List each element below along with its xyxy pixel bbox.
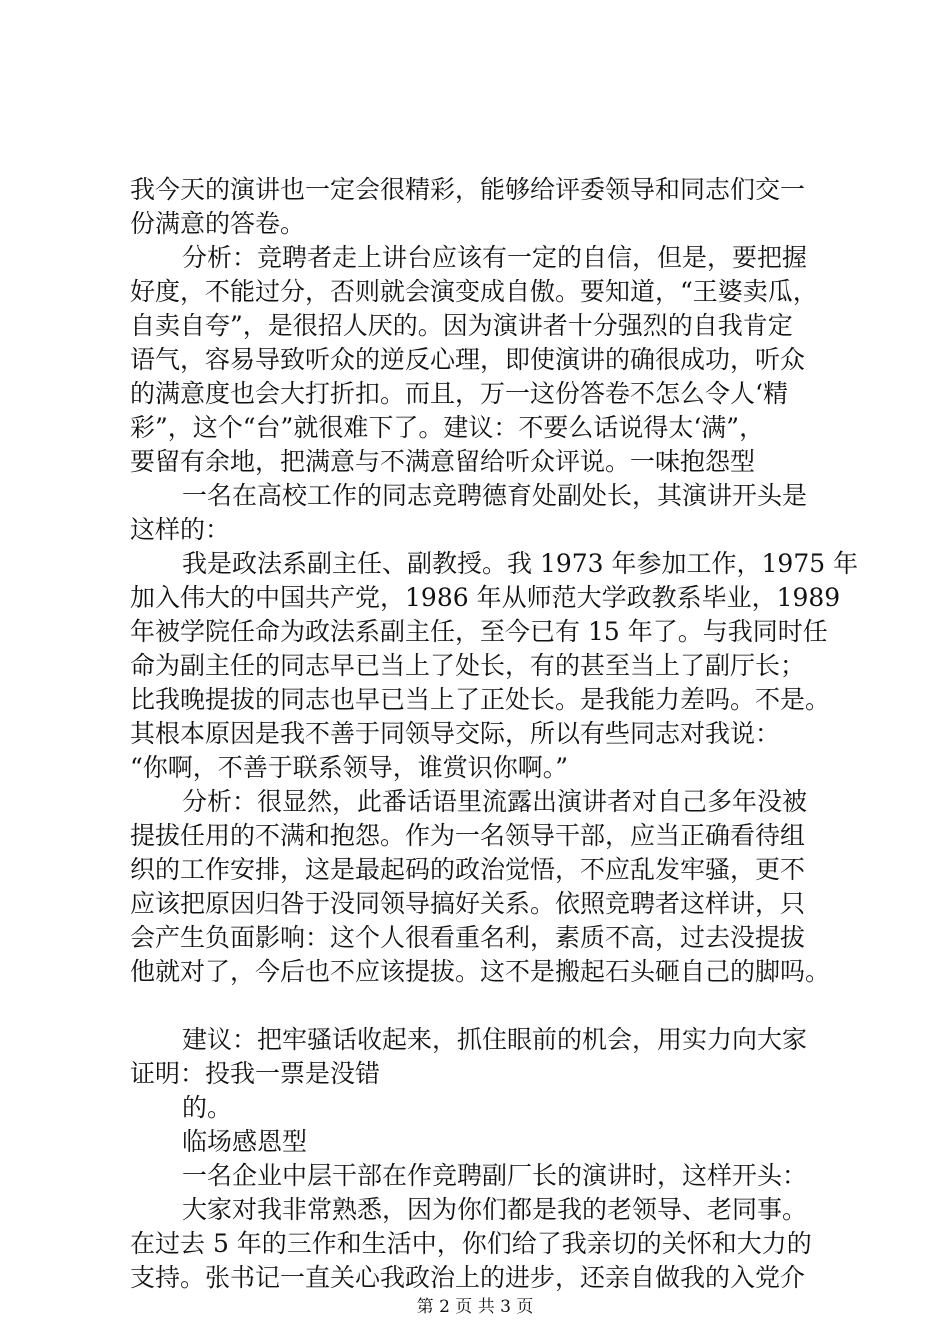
text-line: 加入伟大的中国共产党，1986 年从师范大学政教系毕业，1989 <box>130 583 841 612</box>
text-line: 应该把原因归咎于没同领导搞好关系。依照竞聘者这样讲，只 <box>130 889 806 918</box>
text-line: 在过去 5 年的三作和生活中，你们给了我亲切的关怀和大力的 <box>130 1229 812 1258</box>
text-line: 建议：把牢骚话收起来，抓住眼前的机会，用实力向大家 <box>182 1025 808 1054</box>
text-line: “你啊，不善于联系领导，谁赏识你啊。” <box>130 753 569 782</box>
text-line: 他就对了，今后也不应该提拔。这不是搬起石头砸自己的脚吗。 <box>130 957 831 986</box>
text-line: 分析：很显然，此番话语里流露出演讲者对自己多年没被 <box>182 787 808 816</box>
text-line: 命为副主任的同志早已当上了处长，有的甚至当上了副厅长； <box>130 651 806 680</box>
text-line: 织的工作安排，这是最起码的政治觉悟，不应乱发牢骚，更不 <box>130 855 806 884</box>
text-line: 大家对我非常熟悉，因为你们都是我的老领导、老同事。 <box>182 1195 808 1224</box>
text-line: 支持。张书记一直关心我政治上的进步，还亲自做我的入党介 <box>130 1263 806 1292</box>
page-footer: 第 2 页 共 3 页 <box>416 1297 534 1317</box>
text-line: 我今天的演讲也一定会很精彩，能够给评委领导和同志们交一 <box>130 175 806 204</box>
text-line: 自卖自夸”，是很招人厌的。因为演讲者十分强烈的自我肯定 <box>130 311 793 340</box>
text-line: 年被学院任命为政法系副主任，至今已有 15 年了。与我同时任 <box>130 617 828 646</box>
text-line: 的。 <box>182 1093 233 1122</box>
text-line: 要留有余地，把满意与不满意留给听众评说。一味抱怨型 <box>130 447 756 476</box>
text-line: 这样的： <box>130 515 231 544</box>
text-line: 份满意的答卷。 <box>130 209 306 238</box>
text-line: 语气，容易导致听众的逆反心理，即使演讲的确很成功，听众 <box>130 345 806 374</box>
text-line: 提拔任用的不满和抱怨。作为一名领导干部，应当正确看待组 <box>130 821 806 850</box>
text-line: 我是政法系副主任、副教授。我 1973 年参加工作，1975 年 <box>182 549 859 578</box>
text-line: 好度，不能过分，否则就会演变成自傲。要知道，“王婆卖瓜， <box>130 277 818 306</box>
text-line: 其根本原因是我不善于同领导交际，所以有些同志对我说： <box>130 719 781 748</box>
text-line: 彩”，这个“台”就很难下了。建议：不要么话说得太‘满”， <box>130 413 765 442</box>
text-line: 临场感恩型 <box>182 1127 308 1156</box>
text-line: 比我晚提拔的同志也早已当上了正处长。是我能力差吗。不是。 <box>130 685 831 714</box>
text-line: 会产生负面影响：这个人很看重名利，素质不高，过去没提拔 <box>130 923 806 952</box>
text-line: 一名在高校工作的同志竞聘德育处副处长，其演讲开头是 <box>182 481 808 510</box>
text-line: 的满意度也会大打折扣。而且，万一这份答卷不怎么令人‘精 <box>130 379 788 408</box>
text-line: 分析：竞聘者走上讲台应该有一定的自信，但是，要把握 <box>182 243 808 272</box>
text-line: 一名企业中层干部在作竞聘副厂长的演讲时，这样开头： <box>182 1161 808 1190</box>
text-line: 证明：投我一票是没错 <box>130 1059 381 1088</box>
